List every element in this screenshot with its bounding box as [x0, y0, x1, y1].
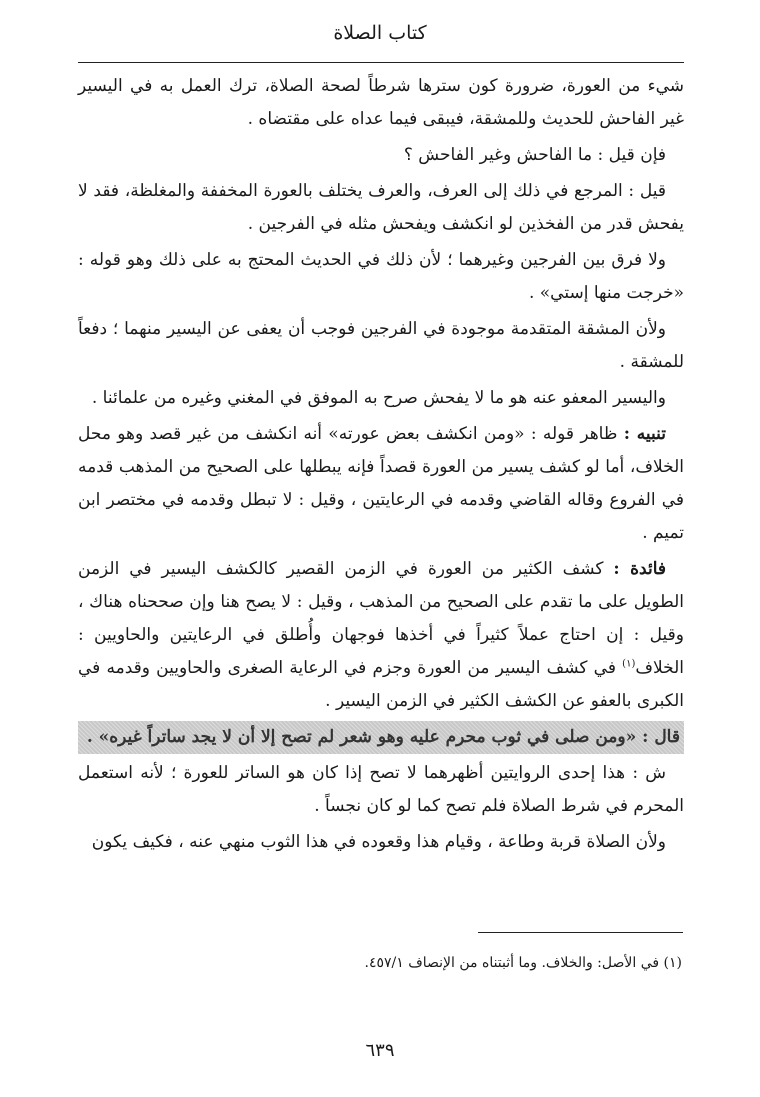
footnote: (١) في الأصل: والخلاف. وما أثبتناه من الإنصاف ٤٥٧/١.	[364, 955, 682, 971]
benefit-label: فائدة :	[613, 559, 666, 579]
paragraph: قيل : المرجع في ذلك إلى العرف، والعرف يختلف بالعورة المخففة والمغلظة، فقد لا يفحش قدر من الفخذين لو انكشف ويفحش مثله في الفرجين .	[78, 181, 684, 234]
benefit-paragraph	[78, 553, 684, 718]
matn-highlight: قال : «ومن صلى في ثوب محرم عليه وهو شعر لم تصح إلا أن لا يجد ساتراً غيره» .	[78, 721, 684, 754]
running-header: كتاب الصلاة	[333, 22, 427, 44]
page-number: ٦٣٩	[365, 1040, 395, 1061]
footnote-rule	[478, 932, 683, 933]
paragraph: واليسير المعفو عنه هو ما لا يفحش صرح به الموفق في المغني وغيره من علمائنا .	[91, 388, 666, 408]
paragraph: ولأن المشقة المتقدمة موجودة في الفرجين فوجب أن يعفى عن اليسير منهما ؛ دفعاً للمشقة .	[78, 319, 684, 372]
note-label: تنبيه :	[623, 424, 666, 444]
paragraph: ولأن الصلاة قربة وطاعة ، وقيام هذا وقعوده في هذا الثوب منهي عنه ، فكيف يكون	[91, 832, 666, 852]
benefit-text-cont: في كشف اليسير من العورة وجزم في الرعاية الصغرى والحاويين وقدمه في الكبرى بالعفو عن الكشف الكثير في الزمن اليسير .	[78, 658, 684, 711]
paragraph: ش : هذا إحدى الروايتين أظهرهما لا تصح إذا كان هو الساتر للعورة ؛ لأنه استعمل المحرم في شرط الصلاة فلم تصح كما لو كان نجساً .	[78, 763, 684, 816]
note-paragraph	[78, 418, 684, 550]
benefit-text: كشف الكثير من العورة في الزمن القصير كالكشف اليسير في الزمن الطويل على ما تقدم على الصحيح من المذهب ، وقيل : لا يصح هنا وإن صححناه هناك ، وقيل : إن احتاج عملاً كثيراً في أخذها فوجهان وأُطلق في الرعايتين والحاويين : الخلاف	[78, 559, 684, 678]
paragraph: فإن قيل : ما الفاحش وغير الفاحش ؟	[403, 145, 666, 165]
page-body	[78, 70, 684, 862]
paragraph: ولا فرق بين الفرجين وغيرهما ؛ لأن ذلك في الحديث المحتج به على ذلك وهو قوله : «خرجت منها إستي» .	[78, 250, 684, 303]
header-rule	[78, 62, 684, 63]
note-text: ظاهر قوله : «ومن انكشف بعض عورته» أنه انكشف من غير قصد وهو محل الخلاف، أما لو كشف يسير من العورة قصداً فإنه يبطلها على الصحيح من المذهب قدمه في الفروع وقاله القاضي وقدمه في الرعايتين ، وقيل : لا تبطل وقدمه في مختصر ابن تميم .	[78, 424, 684, 543]
paragraph: شيء من العورة، ضرورة كون سترها شرطاً لصحة الصلاة، ترك العمل به في اليسير غير الفاحش للحديث وللمشقة، فيبقى فيما عداه على مقتضاه .	[78, 76, 684, 129]
footnote-marker: (١)	[622, 658, 636, 670]
